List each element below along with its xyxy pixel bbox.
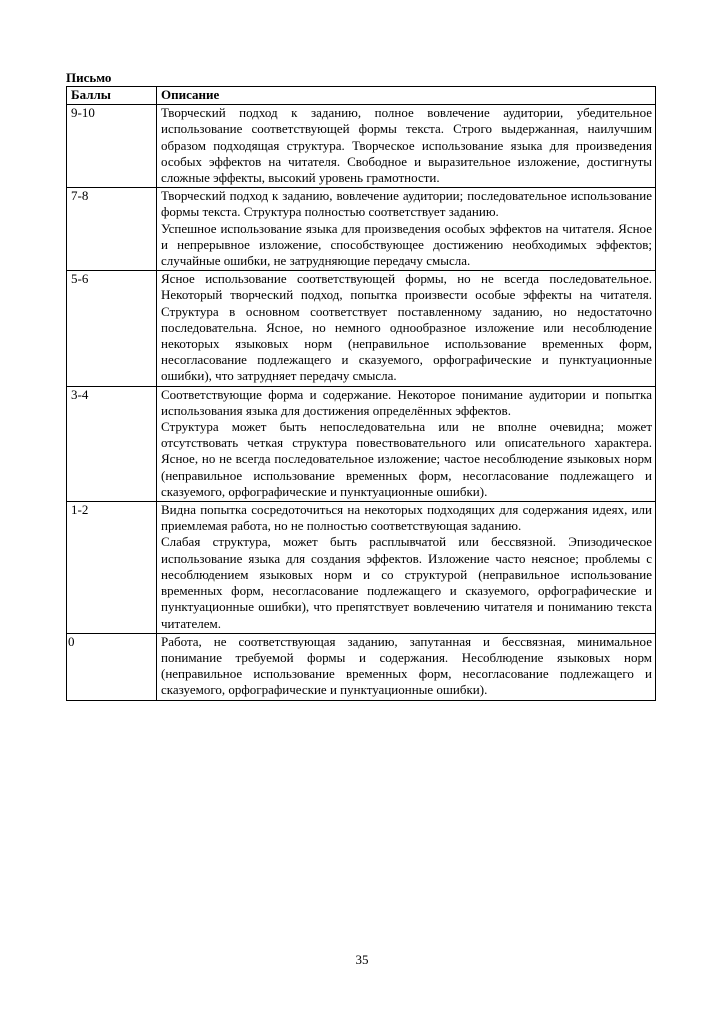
row-description [157,502,656,634]
row-description [157,188,656,271]
page-title: Письмо [66,70,112,85]
table-row [67,386,656,501]
row-score: 7-8 [67,188,157,271]
row-description [157,105,656,188]
row-description [157,386,656,501]
description-paragraph: Работа, не соответствующая заданию, запутанная и бессвязная, минимальное понимание требуемой формы и содержания. Несоблюдение языковых норм (неправильное использование временных форм, несогласование подлежащего и сказуемого, орфографические и пунктуационные ошибки). [161,633,652,698]
row-description [157,633,656,700]
table-row [67,502,656,634]
header-description: Описание [157,87,656,105]
table-row [67,188,656,271]
table-row [67,633,656,700]
row-score: 5-6 [67,271,157,386]
description-paragraph: Структура может быть непоследовательна или не вполне очевидна; может отсутствовать четкая структура повествовательного или описательного характера. Ясное, но не всегда последовательное изложение; частое несоблюдение языковых норм (неправильное использование временных форм, несогласование подлежащего и сказуемого, орфографические и пунктуационные ошибки). [161,419,652,499]
page-number: 35 [355,952,369,967]
table-row [67,271,656,386]
row-description [157,271,656,386]
row-score: 0 [67,633,157,700]
description-paragraph: Ясное использование соответствующей формы, но не всегда последовательное. Некоторый творческий подход, попытка произвести особые эффекты на читателя. Структура в основном соответствует поставленному заданию, но недостаточно последовательна. Ясное, но немного однообразное изложение или несоблюдение некоторых языковых норм (неправильное использование временных форм, несогласование подлежащего и сказуемого, орфографические и пунктуационные ошибки), что затрудняет передачу смысла. [161,271,652,384]
description-paragraph: Творческий подход к заданию, полное вовлечение аудитории, убедительное использование соответствующей формы текста. Строго выдержанная, наилучшим образом подходящая структура. Творческое использование языка для произведения особых эффектов на читателя. Свободное и выразительное изложение, достигнуты сложные эффекты, высокий уровень грамотности. [161,105,652,186]
description-paragraph: Успешное использование языка для произведения особых эффектов на читателя. Ясное и непрерывное изложение, способствующее достижению необходимых эффектов; случайные ошибки, не затрудняющие передачу смысла. [161,220,652,269]
header-score: Баллы [67,87,157,105]
description-paragraph: Соответствующие форма и содержание. Некоторое понимание аудитории и попытка использования языка для достижения определённых эффектов. [161,386,652,418]
table-row [67,105,656,188]
description-paragraph: Слабая структура, может быть расплывчатой или бессвязной. Эпизодическое использование языка для создания эффектов. Изложение часто неясное; проблемы с несоблюдением языковых норм и со структурой (неправильное использование временных форм, несогласование подлежащего и сказуемого, орфографические и пунктуационные ошибки), что препятствует вовлечению читателя и пониманию текста читателем. [161,534,652,631]
row-score: 9-10 [67,105,157,188]
table-header-row [67,87,656,105]
row-score: 1-2 [67,502,157,634]
description-paragraph: Видна попытка сосредоточиться на некоторых подходящих для содержания идеях, или приемлемая работа, но не полностью соответствующая заданию. [161,502,652,534]
description-paragraph: Творческий подход к заданию, вовлечение аудитории; последовательное использование формы текста. Структура полностью соответствует заданию. [161,188,652,220]
rubric-table [66,86,656,701]
row-score: 3-4 [67,386,157,501]
